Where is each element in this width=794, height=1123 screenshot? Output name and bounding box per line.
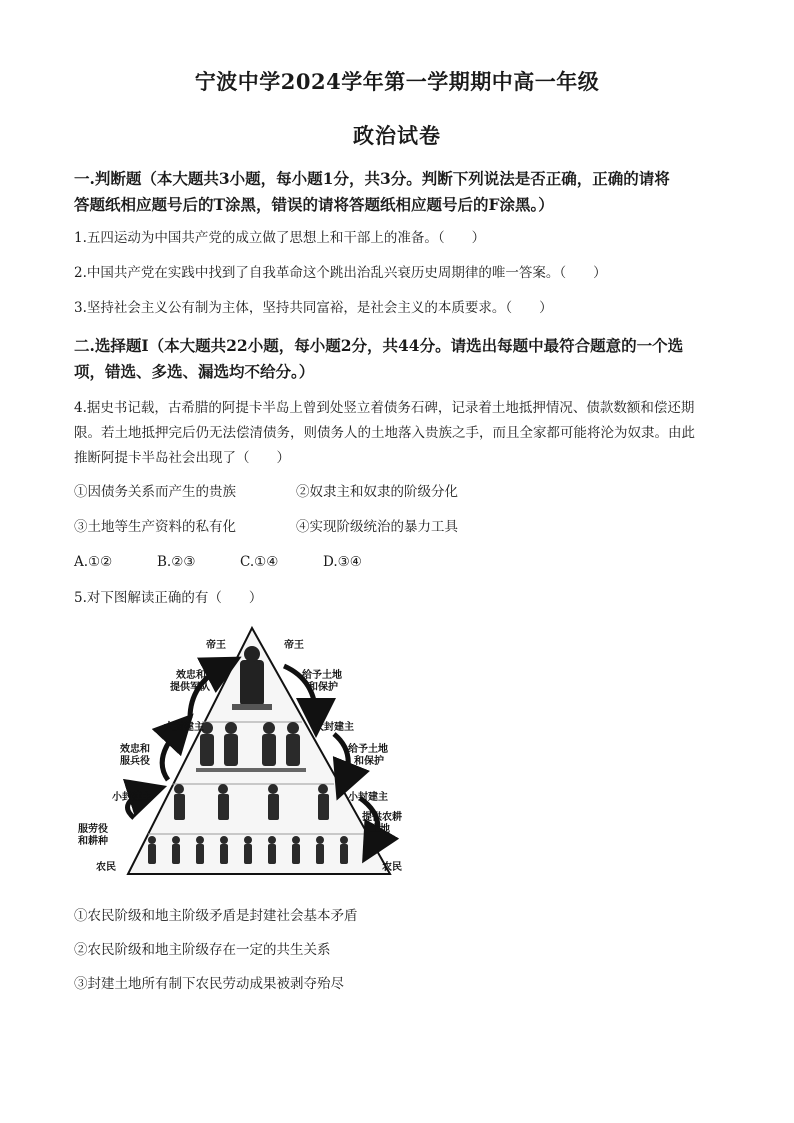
question-3: 3.坚持社会主义公有制为主体，坚持共同富裕，是社会主义的本质要求。（ ） bbox=[74, 300, 553, 316]
peasant-figures bbox=[148, 836, 348, 864]
label-left-peasant: 农民 bbox=[96, 862, 116, 873]
label-left-great-lord: 大封建主 bbox=[164, 722, 204, 733]
caption-r2-b: 和保护 bbox=[354, 756, 384, 767]
feudal-hierarchy-pyramid bbox=[72, 622, 412, 884]
section1-heading bbox=[74, 166, 724, 218]
section1-heading-line1: 一.判断题（本大题共3小题，每小题1分，共3分。判断下列说法是否正确，正确的请将 bbox=[74, 169, 670, 188]
exam-title: 宁波中学2024学年第一学期期中高一年级 bbox=[194, 69, 600, 94]
pyramid-svg bbox=[72, 622, 412, 884]
label-right-peasant: 农民 bbox=[382, 862, 402, 873]
q4-option-4: ④实现阶级统治的暴力工具 bbox=[296, 519, 458, 535]
question-4-line1: 4.据史书记载，古希腊的阿提卡半岛上曾到处竖立着债务石碑，记录着土地抵押情况、债款数额和偿还期 bbox=[74, 400, 695, 416]
caption-r3-a: 提供农耕 bbox=[362, 812, 402, 823]
q5-option-3: ③封建土地所有制下农民劳动成果被剥夺殆尽 bbox=[74, 976, 344, 992]
caption-l1-a: 效忠和 bbox=[176, 670, 206, 681]
label-right-small-lord: 小封建主 bbox=[348, 792, 388, 803]
q4-choice-c: C.①④ bbox=[240, 554, 279, 570]
section2-heading-line2: 项，错选、多选、漏选均不给分。） bbox=[74, 362, 315, 381]
q4-option-1: ①因债务关系而产生的贵族 bbox=[74, 484, 236, 500]
exam-subtitle: 政治试卷 bbox=[353, 123, 441, 148]
caption-l1-b: 提供军队 bbox=[170, 682, 210, 693]
question-4-line3: 推断阿提卡半岛社会出现了（ ） bbox=[74, 450, 290, 466]
section2-heading-line1: 二.选择题Ⅰ（本大题共22小题，每小题2分，共44分。请选出每题中最符合题意的一个选 bbox=[74, 336, 684, 355]
q4-choice-b: B.②③ bbox=[157, 554, 196, 570]
question-2: 2.中国共产党在实践中找到了自我革命这个跳出治乱兴衰历史周期律的唯一答案。（ ） bbox=[74, 265, 607, 281]
label-left-small-lord: 小封建主 bbox=[112, 792, 152, 803]
caption-r2-a: 给予土地 bbox=[348, 744, 388, 755]
label-right-great-lord: 大封建主 bbox=[314, 722, 354, 733]
arrow-right-middle bbox=[334, 734, 348, 782]
caption-r1-a: 给予土地 bbox=[302, 670, 342, 681]
caption-l3-b: 和耕种 bbox=[78, 836, 108, 847]
label-left-king: 帝王 bbox=[206, 640, 226, 651]
question-5-stem: 5.对下图解读正确的有（ ） bbox=[74, 590, 263, 606]
section2-heading bbox=[74, 333, 724, 385]
question-4-line2: 限。若土地抵押完后仍无法偿清债务，则债务人的土地落入贵族之手，而且全家都可能将沦为奴隶。由此 bbox=[74, 425, 695, 441]
q5-option-1: ①农民阶级和地主阶级矛盾是封建社会基本矛盾 bbox=[74, 908, 358, 924]
label-right-king: 帝王 bbox=[284, 640, 304, 651]
q4-option-2: ②奴隶主和奴隶的阶级分化 bbox=[296, 484, 458, 500]
caption-l2-a: 效忠和 bbox=[120, 744, 150, 755]
question-1: 1.五四运动为中国共产党的成立做了思想上和干部上的准备。（ ） bbox=[74, 230, 486, 246]
caption-r3-b: 土地 bbox=[370, 824, 390, 835]
question-4-stem bbox=[74, 396, 724, 471]
caption-l3-a: 服劳役 bbox=[78, 824, 108, 835]
arrow-left-middle bbox=[162, 728, 180, 780]
q4-choice-d: D.③④ bbox=[323, 554, 362, 570]
q4-choice-a: A.①② bbox=[74, 554, 113, 570]
q4-option-3: ③土地等生产资料的私有化 bbox=[74, 519, 236, 535]
section1-heading-line2: 答题纸相应题号后的T涂黑，错误的请将答题纸相应题号后的F涂黑。） bbox=[74, 195, 554, 214]
caption-r1-b: 和保护 bbox=[308, 682, 338, 693]
caption-l2-b: 服兵役 bbox=[120, 756, 150, 767]
q5-option-2: ②农民阶级和地主阶级存在一定的共生关系 bbox=[74, 942, 331, 958]
